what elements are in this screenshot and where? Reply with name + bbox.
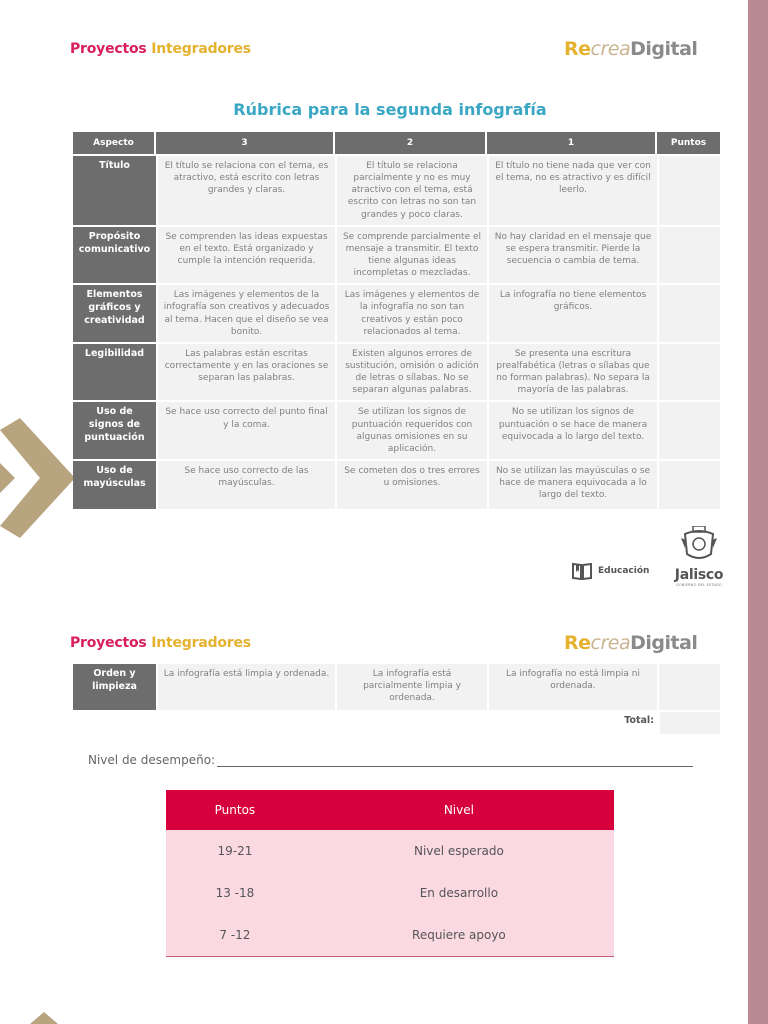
decorative-cross-shape	[0, 418, 75, 538]
header-aspecto: Aspecto	[73, 132, 156, 154]
levels-puntos-cell: 7 -12	[166, 914, 304, 957]
criteria-cell: Se comprenden las ideas expuestas en el texto. Está organizado y cumple la intención requerida.	[156, 225, 335, 284]
total-label: Total:	[624, 715, 654, 726]
criteria-cell: La infografía no está limpia ni ordenada.	[487, 662, 657, 710]
header-2: 2	[335, 132, 487, 154]
rubric-header-row	[73, 132, 720, 154]
criteria-cell: El título se relaciona con el tema, es atractivo, está escrito con letras grandes y claras.	[156, 154, 335, 225]
criteria-cell: La infografía está limpia y ordenada.	[156, 662, 335, 710]
table-row	[73, 400, 720, 459]
criteria-cell: No se utilizan las mayúsculas o se hace de manera equivocada a lo largo del texto.	[487, 459, 657, 509]
brand-crea: crea	[590, 632, 631, 654]
levels-nivel-cell: En desarrollo	[304, 872, 614, 914]
levels-nivel-cell: Nivel esperado	[304, 830, 614, 872]
header-1: 1	[487, 132, 657, 154]
table-row	[166, 914, 614, 957]
rubric-table	[73, 132, 720, 509]
brand-crea: crea	[590, 38, 631, 60]
table-row	[166, 872, 614, 914]
brand-recrea-digital-logo-page2	[564, 632, 697, 654]
table-row	[73, 459, 720, 509]
brand-proyectos-integradores-page2	[70, 635, 251, 651]
points-cell[interactable]	[657, 225, 720, 284]
nivel-desempeno-label: Nivel de desempeño:	[88, 753, 216, 767]
side-color-strip	[748, 0, 768, 1024]
total-points-cell[interactable]	[660, 712, 720, 734]
brand-re: Re	[564, 632, 591, 654]
aspect-cell: Uso de mayúsculas	[73, 459, 156, 509]
criteria-cell: Se cometen dos o tres errores u omisiones.	[335, 459, 487, 509]
criteria-cell: Se utilizan los signos de puntuación requeridos con algunas omisiones en su aplicación.	[335, 400, 487, 459]
criteria-cell: Se hace uso correcto del punto final y la coma.	[156, 400, 335, 459]
nivel-desempeno-blank[interactable]	[217, 754, 693, 767]
aspect-cell: Legibilidad	[73, 342, 156, 401]
jalisco-logo	[666, 526, 732, 587]
brand-word-integradores: Integradores	[151, 41, 251, 57]
decorative-corner-shape	[30, 1012, 60, 1024]
table-row	[73, 154, 720, 225]
criteria-cell: La infografía está parcialmente limpia y ordenada.	[335, 662, 487, 710]
table-row	[73, 283, 720, 342]
points-cell[interactable]	[657, 459, 720, 509]
levels-header-puntos: Puntos	[166, 790, 304, 830]
criteria-cell: Las imágenes y elementos de la infografía son creativos y adecuados al tema. Hacen que el diseño se vea bonito.	[156, 283, 335, 342]
criteria-cell: Existen algunos errores de sustitución, omisión o adición de letras o sílabas. No se separan algunas palabras.	[335, 342, 487, 401]
brand-digital: Digital	[630, 38, 698, 60]
criteria-cell: Se hace uso correcto de las mayúsculas.	[156, 459, 335, 509]
levels-header-nivel: Nivel	[304, 790, 614, 830]
page-title: Rúbrica para la segunda infografía	[233, 100, 547, 119]
table-row	[73, 342, 720, 401]
educacion-logo	[572, 562, 649, 580]
levels-header-row	[166, 790, 614, 830]
levels-table	[166, 790, 614, 957]
table-row	[166, 830, 614, 872]
aspect-cell: Uso de signos de puntuación	[73, 400, 156, 459]
header-3: 3	[156, 132, 335, 154]
book-icon	[572, 562, 592, 580]
brand-re: Re	[564, 38, 591, 60]
points-cell[interactable]	[657, 283, 720, 342]
criteria-cell: Las imágenes y elementos de la infografía no son tan creativos y están poco relacionados al tema.	[335, 283, 487, 342]
criteria-cell: Las palabras están escritas correctamente y en las oraciones se separan las palabras.	[156, 342, 335, 401]
aspect-cell: Elementos gráficos y creatividad	[73, 283, 156, 342]
aspect-cell: Propósito comunicativo	[73, 225, 156, 284]
jalisco-label: Jalisco	[674, 567, 724, 583]
points-cell[interactable]	[657, 662, 720, 710]
brand-digital: Digital	[630, 632, 698, 654]
levels-nivel-cell: Requiere apoyo	[304, 914, 614, 957]
brand-word-proyectos: Proyectos	[70, 41, 147, 57]
jalisco-coat-of-arms-icon	[680, 526, 718, 562]
criteria-cell: Se comprende parcialmente el mensaje a transmitir. El texto tiene algunas ideas incompletas o mezcladas.	[335, 225, 487, 284]
points-cell[interactable]	[657, 154, 720, 225]
rubric-table-continued	[73, 662, 720, 710]
jalisco-sublabel: GOBIERNO DEL ESTADO	[676, 583, 722, 587]
brand-recrea-digital-logo	[564, 38, 697, 60]
levels-puntos-cell: 13 -18	[166, 872, 304, 914]
levels-puntos-cell: 19-21	[166, 830, 304, 872]
aspect-cell: Título	[73, 154, 156, 225]
points-cell[interactable]	[657, 342, 720, 401]
points-cell[interactable]	[657, 400, 720, 459]
table-row	[73, 225, 720, 284]
nivel-desempeno-line	[88, 753, 693, 767]
criteria-cell: La infografía no tiene elementos gráficos.	[487, 283, 657, 342]
criteria-cell: No se utilizan los signos de puntuación o se hace de manera equivocada a lo largo del texto.	[487, 400, 657, 459]
criteria-cell: Se presenta una escritura prealfabética (letras o sílabas que no forman palabras). No separa la mayoría de las palabras.	[487, 342, 657, 401]
header-puntos: Puntos	[657, 132, 720, 154]
aspect-cell: Orden y limpieza	[73, 662, 156, 710]
criteria-cell: No hay claridad en el mensaje que se espera transmitir. Pierde la secuencia o cambia de tema.	[487, 225, 657, 284]
brand-proyectos-integradores	[70, 41, 251, 57]
brand-word-proyectos: Proyectos	[70, 635, 147, 651]
educacion-label: Educación	[598, 566, 650, 576]
table-row	[73, 662, 720, 710]
brand-word-integradores: Integradores	[151, 635, 251, 651]
criteria-cell: El título se relaciona parcialmente y no es muy atractivo con el tema, está escrito con letras no son tan grandes y poco claras.	[335, 154, 487, 225]
criteria-cell: El título no tiene nada que ver con el tema, no es atractivo y es difícil leerlo.	[487, 154, 657, 225]
